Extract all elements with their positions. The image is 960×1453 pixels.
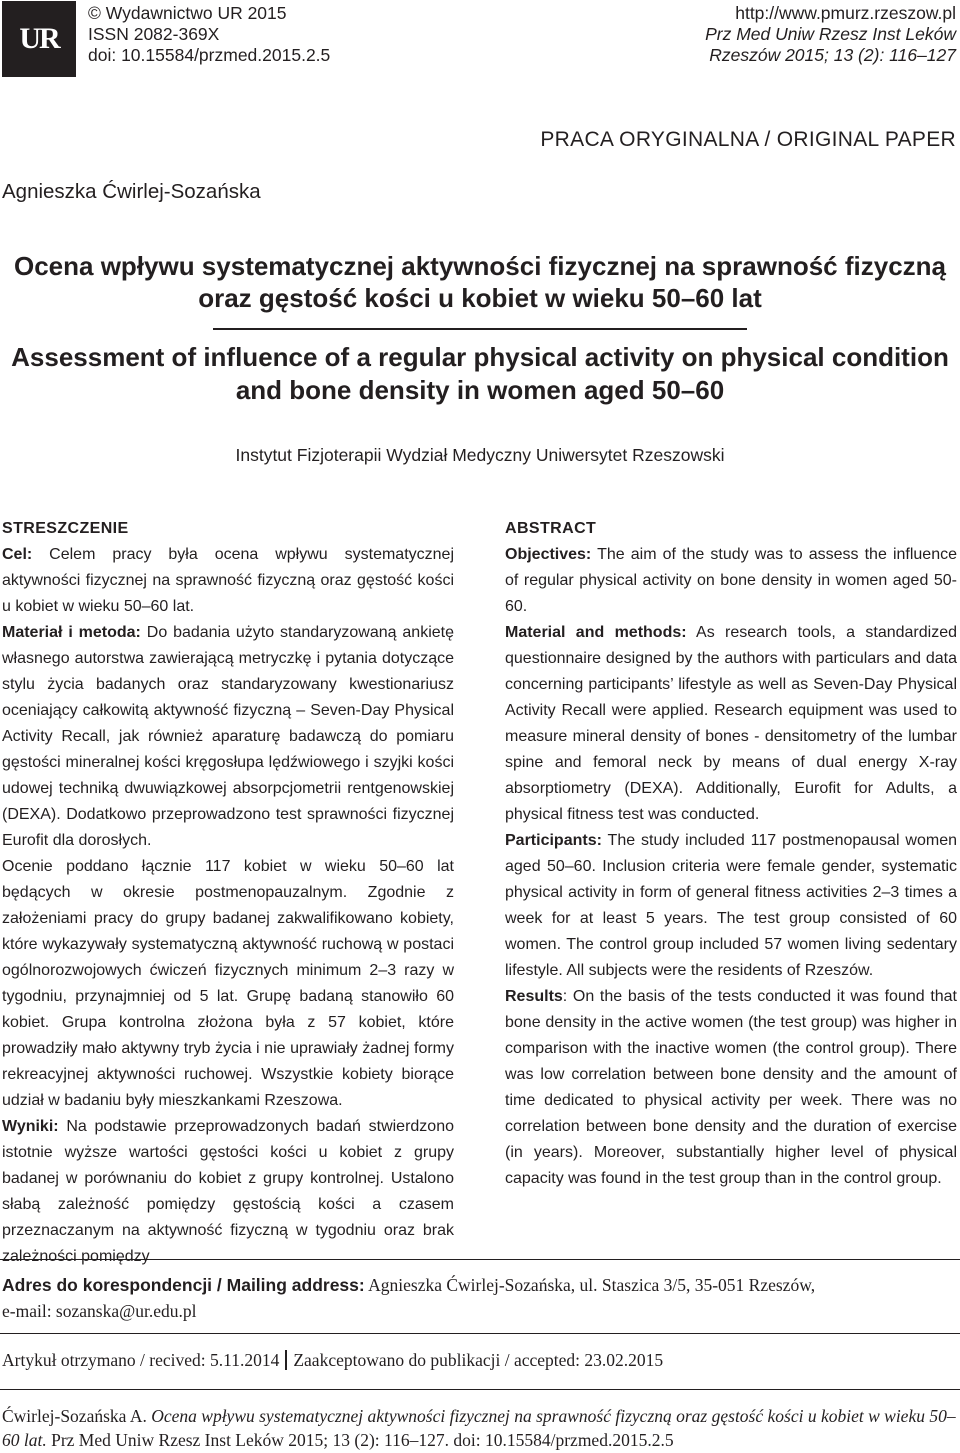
correspondence: Adres do korespondencji / Mailing address: Agnieszka Ćwirlej-Sozańska, ul. Staszica 3/5, 35-051 Rzeszów, e-mail: sozanska@ur.edu.pl <box>2 1272 957 1324</box>
publisher-info <box>88 3 330 66</box>
cel-paragraph: Cel: Celem pracy była ocena wpływu systematycznej aktywności fizycznej na sprawność fizyczną oraz gęstość kości u kobiet w wieku 50–60 lat. <box>2 546 454 615</box>
doi-line: doi: 10.15584/przmed.2015.2.5 <box>88 45 331 65</box>
affiliation: Instytut Fizjoterapii Wydział Medyczny Uniwersytet Rzeszowski <box>235 445 725 465</box>
citation: Ćwirlej-Sozańska A. Ocena wpływu systematycznej aktywności fizycznej na sprawność fizyczną oraz gęstość kości u kobiet w wieku 50–60 lat. Prz Med Uniw Rzesz Inst Leków 2015; 13 (2): 116–127. doi: 10.15584/przmed.2015.2.5 <box>2 1406 956 1450</box>
issn-line: ISSN 2082-369X <box>88 24 220 44</box>
results-paragraph: Results: On the basis of the tests conducted it was found that bone density in the active women (the test group) was higher in comparison with the inactive women (the control group). There was low correlation between bone density and the amount of time dedicated to physical activity per week. There was no correlation between bone density and the duration of exercise (in years). Moreover, substantially higher level of physical capacity was found in the test group than in the control group. <box>505 988 957 1187</box>
dates-separator <box>285 1350 287 1370</box>
paper-type: PRACA ORYGINALNA / ORIGINAL PAPER <box>540 128 956 151</box>
ocena-paragraph: Ocenie poddano łącznie 117 kobiet w wieku 50–60 lat będących w okresie postmenopauzalnym. Zgodnie z założeniami pracy do grupy badanej zakwalifikowano kobiety, które wykazywały systematyczną aktywność ruchową w postaci ogólnorozwojowych ćwiczeń fizycznych minimum 2–3 razy w tygodniu, przynajmniej od 5 lat. Grupę badaną stanowiło 60 kobiet. Grupa kontrolna złożona była z 57 kobiet, które prowadziły mało aktywny tryb życia i nie uprawiały żadnej formy rekreacyjnej aktywności ruchowej. Wszystkie kobiety biorące udział w badaniu były mieszkankami Rzeszowa. <box>2 858 454 1109</box>
title-english: Assessment of influence of a regular physical activity on physical condition and bone density in women aged 50–60 <box>11 342 949 405</box>
journal-url[interactable]: http://www.pmurz.rzeszow.pl <box>735 3 956 23</box>
wyniki-paragraph: Wyniki: Na podstawie przeprowadzonych badań stwierdzono istotnie wyższe wartości gęstości kości u kobiet z grupy badanej w porównaniu do kobiet z grupy kontrolnej. Ustalono słabą zależność pomiędzy gęstością kości a czasem przeznaczanym na aktywność fizyczną w tygodniu oraz brak zależności pomiędzy <box>2 1118 454 1265</box>
divider-middle <box>0 1333 960 1334</box>
participants-paragraph: Participants: The study included 117 postmenopausal women aged 50–60. Inclusion criteria were female gender, systematic physical activity in form of general fitness activities 2–3 times a week for at least 5 years. The test group consisted of 60 women. The control group included 57 women living sedentary lifestyle. All subjects were the residents of Rzeszów. <box>505 832 957 979</box>
journal-name: Prz Med Uniw Rzesz Inst Leków <box>705 24 956 44</box>
copyright-line: © Wydawnictwo UR 2015 <box>88 3 287 23</box>
abstract-heading: ABSTRACT <box>505 520 597 537</box>
title-divider <box>213 328 747 330</box>
journal-issue: Rzeszów 2015; 13 (2): 116–127 <box>709 45 956 65</box>
received-date: Artykuł otrzymano / recived: 5.11.2014 <box>2 1350 280 1370</box>
objectives-paragraph: Objectives: The aim of the study was to assess the influence of regular physical activity on bone density in women aged 50-60. <box>505 546 957 615</box>
journal-info <box>705 3 956 66</box>
article-dates <box>2 1350 663 1371</box>
streszczenie-section <box>2 516 454 1270</box>
accepted-date: Zaakceptowano do publikacji / accepted: 23.02.2015 <box>293 1350 664 1370</box>
metoda-paragraph: Materiał i metoda: Do badania użyto standaryzowaną ankietę własnego autorstwa zawierającą metryczkę i pytania dotyczące stylu życia badanych oraz standaryzowany kwestionariusz oceniający całkowitą aktywność fizyczną – Seven-Day Physical Activity Recall, jak również aparaturę badawczą do pomiaru gęstości mineralnej kości kręgosłupa lędźwiowego i szyjki kości udowej techniką dwuwiązkowej absorpcjometrii rentgenowskiej (DEXA). Dodatkowo przeprowadzono test sprawności fizycznej Eurofit dla dorosłych. <box>2 624 454 849</box>
author-name: Agnieszka Ćwirlej-Sozańska <box>2 180 261 203</box>
divider-bottom <box>0 1389 960 1390</box>
methods-paragraph: Material and methods: As research tools, a standardized questionnaire designed by the authors with particulars and data concerning participants’ lifestyle as well as Seven-Day Physical Activity Recall were applied. Research equipment was used to measure mineral density of bones - densitometry of the lumbar spine and femoral neck by means of dual energy X-ray absorptiometry (DEXA). Additionally, Eurofit for Adults, a physical fitness test was conducted. <box>505 624 957 823</box>
streszczenie-heading: STRESZCZENIE <box>2 520 129 537</box>
publisher-logo: UR <box>2 1 76 77</box>
abstract-section <box>505 516 957 1192</box>
divider-top <box>0 1259 960 1260</box>
correspondence-email[interactable]: e-mail: sozanska@ur.edu.pl <box>2 1301 197 1321</box>
title-polish: Ocena wpływu systematycznej aktywności fizycznej na sprawność fizyczną oraz gęstość kości u kobiet w wieku 50–60 lat <box>13 251 946 313</box>
